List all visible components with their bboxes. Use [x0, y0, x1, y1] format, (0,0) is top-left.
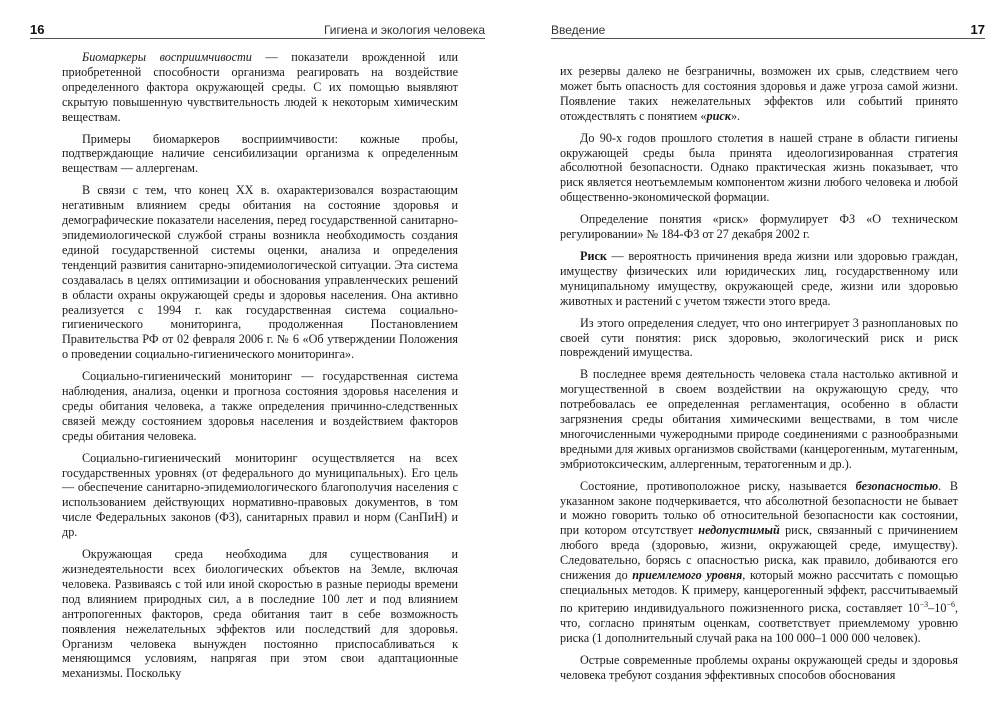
paragraph: [560, 64, 958, 124]
header-rule: [551, 38, 985, 39]
paragraph-text: . В указанном законе подчеркивается, что абсолютной безопасности не бывает и можно говорить только об относительной безопасности как состоянии, при котором отсутствует: [560, 478, 958, 538]
paragraph-text: ».: [730, 108, 741, 123]
running-title: Гигиена и экология человека: [323, 23, 485, 37]
exponent: −6: [946, 599, 955, 609]
left-page-header: [30, 22, 485, 40]
right-page-body: [560, 64, 958, 690]
page-number: 17: [970, 22, 985, 37]
defined-term: Риск: [580, 248, 607, 263]
paragraph: [560, 479, 958, 646]
right-page: [500, 0, 1000, 710]
paragraph: Социально-гигиенический мониторинг — государственная система наблюдения, анализа, оценки и прогноза состояния здоровья населения и среды обитания человека, а также определения причинно-следственных связей между состоянием здоровья населения и воздействием факторов среды обитания человека.: [62, 369, 458, 443]
paragraph: Определение понятия «риск» формулирует ФЗ «О техническом регулировании» № 184-ФЗ от 27 декабря 2002 г.: [560, 212, 958, 242]
defined-term: безопасностью: [855, 478, 939, 493]
exponent: −3: [919, 599, 929, 609]
paragraph: Социально-гигиенический мониторинг осуществляется на всех государственных уровнях (от федерального до муниципальных). Его цель — обеспечение санитарно-эпидемиологического благополучия населения с использованием действующих нормативно-правовых документов, в том числе Федеральных законов (ФЗ), санитарных правил и норм (СанПиН) и др.: [62, 450, 458, 540]
paragraph: В последнее время деятельность человека стала настолько активной и могущественной в своем воздействии на окружающую среду, что потребовалась ее определенная регламентация, особенно в области загрязнения среды обитания химическими веществами, в том числе многочисленными чужеродными природе соединениями с разнообразными вредными для живых организмов свойствами (канцерогенным, мутагенным, эмбриотоксическим, аллергенным, тератогенным и др.).: [560, 367, 958, 471]
paragraph: Из этого определения следует, что оно интегрирует 3 разноплановых по своей сути понятия: риск здоровью, экологический риск и риск повреждений имущества.: [560, 315, 958, 360]
defined-term: Биомаркеры восприимчивости: [82, 50, 252, 64]
paragraph: [62, 50, 458, 125]
paragraph-text: — вероятность причинения вреда жизни или здоровью граждан, имуществу физических или юридических лиц, государственному или муниципальному имуществу, окружающей среде, жизни или здоровью животных и растений с учетом тяжести этого вреда.: [560, 248, 958, 308]
paragraph-text: , что, согласно принятым оценкам, соответствует приемлемому уровню риска (1 дополнительный случай рака на 100 000–1 000 000 человек).: [560, 600, 958, 645]
paragraph: Примеры биомаркеров восприимчивости: кожные пробы, подтверждающие наличие сенсибилизации организма к определенным веществам — аллергенам.: [62, 131, 458, 176]
paragraph-text: их резервы далеко не безграничны, возможен их срыв, следствием чего может быть опасность для состояния здоровья и даже угроза самой жизни. Появление таких нежелательных эффектов или событий принято отождествлять с понятием «: [560, 64, 958, 123]
header-rule: [30, 38, 485, 39]
paragraph-text: Состояние, противоположное риску, называется: [580, 478, 856, 493]
paragraph-text: , который можно рассчитать с помощью специальных методов. К примеру, канцерогенный эффект, рассчитываемый по критерию индивидуального пожизненного риска, составляет 10: [560, 568, 958, 615]
defined-term: риск: [706, 108, 731, 123]
paragraph: Острые современные проблемы охраны окружающей среды и здоровья человека требуют создания эффективных способов обоснования: [560, 652, 958, 682]
paragraph: [560, 249, 958, 309]
paragraph: До 90-х годов прошлого столетия в нашей стране в области гигиены окружающей среды была принята идеологизированная стратегия абсолютной безопасности. Однако практическая жизнь показывает, что риск является неотъемлемым компонентом жизни любого человека и любой общественно-экономической формации.: [560, 130, 958, 205]
left-page-body: [62, 50, 458, 688]
paragraph: Окружающая среда необходима для существования и жизнедеятельности всех биологических объектов на Земле, включая человека. Развиваясь с той или иной скоростью в разные периоды времени под влиянием природных сил, а в последние 100 лет и под влиянием антропогенных факторов, среда обитания таит в себе возможность появления нежелательных эффектов или последствий для здоровья. Организм человека вынужден постоянно приспосабливаться к меняющимся условиям, напрягая при этом свои адаптационные механизмы. Поскольку: [62, 547, 458, 681]
paragraph-text: риск, связанный с причинением любого вреда (здоровью, жизни, окружающей среде, имуществу). Следовательно, борясь с опасностью риска, как правило, добиваются его снижения до: [560, 523, 958, 583]
running-title: Введение: [551, 23, 606, 37]
defined-term: приемлемого уровня: [632, 568, 743, 583]
page-number: 16: [30, 22, 45, 37]
defined-term: недопустимый: [698, 523, 780, 538]
paragraph-text: –10: [928, 600, 947, 615]
paragraph-text: — показатели врожденной или приобретенной способности организма реагировать на воздействие определенного фактора окружающей среды. С их помощью выявляют скрытую повышенную чувствительность людей к некоторым химическим веществам.: [62, 50, 458, 124]
paragraph: В связи с тем, что конец XX в. охарактеризовался возрастающим негативным влиянием среды обитания на состояние здоровья и демографические показатели населения, перед государственной санитарно-эпидемиологической службой страны возникла необходимость создания единой государственной системы оценки, анализа и определения тенденций развития санитарно-эпидемиологической ситуации. Эта система создавалась в целях оптимизации и обоснования управленческих решений в области охраны окружающей среды и здоровья населения. Она активно реализуется с 1994 г. как государственная система социально-гигиенического мониторинга, продолженная Постановлением Правительства РФ от 02 февраля 2006 г. № 6 «Об утверждении Положения о проведении социально-гигиенического мониторинга».: [62, 183, 458, 362]
right-page-header: [551, 22, 985, 40]
